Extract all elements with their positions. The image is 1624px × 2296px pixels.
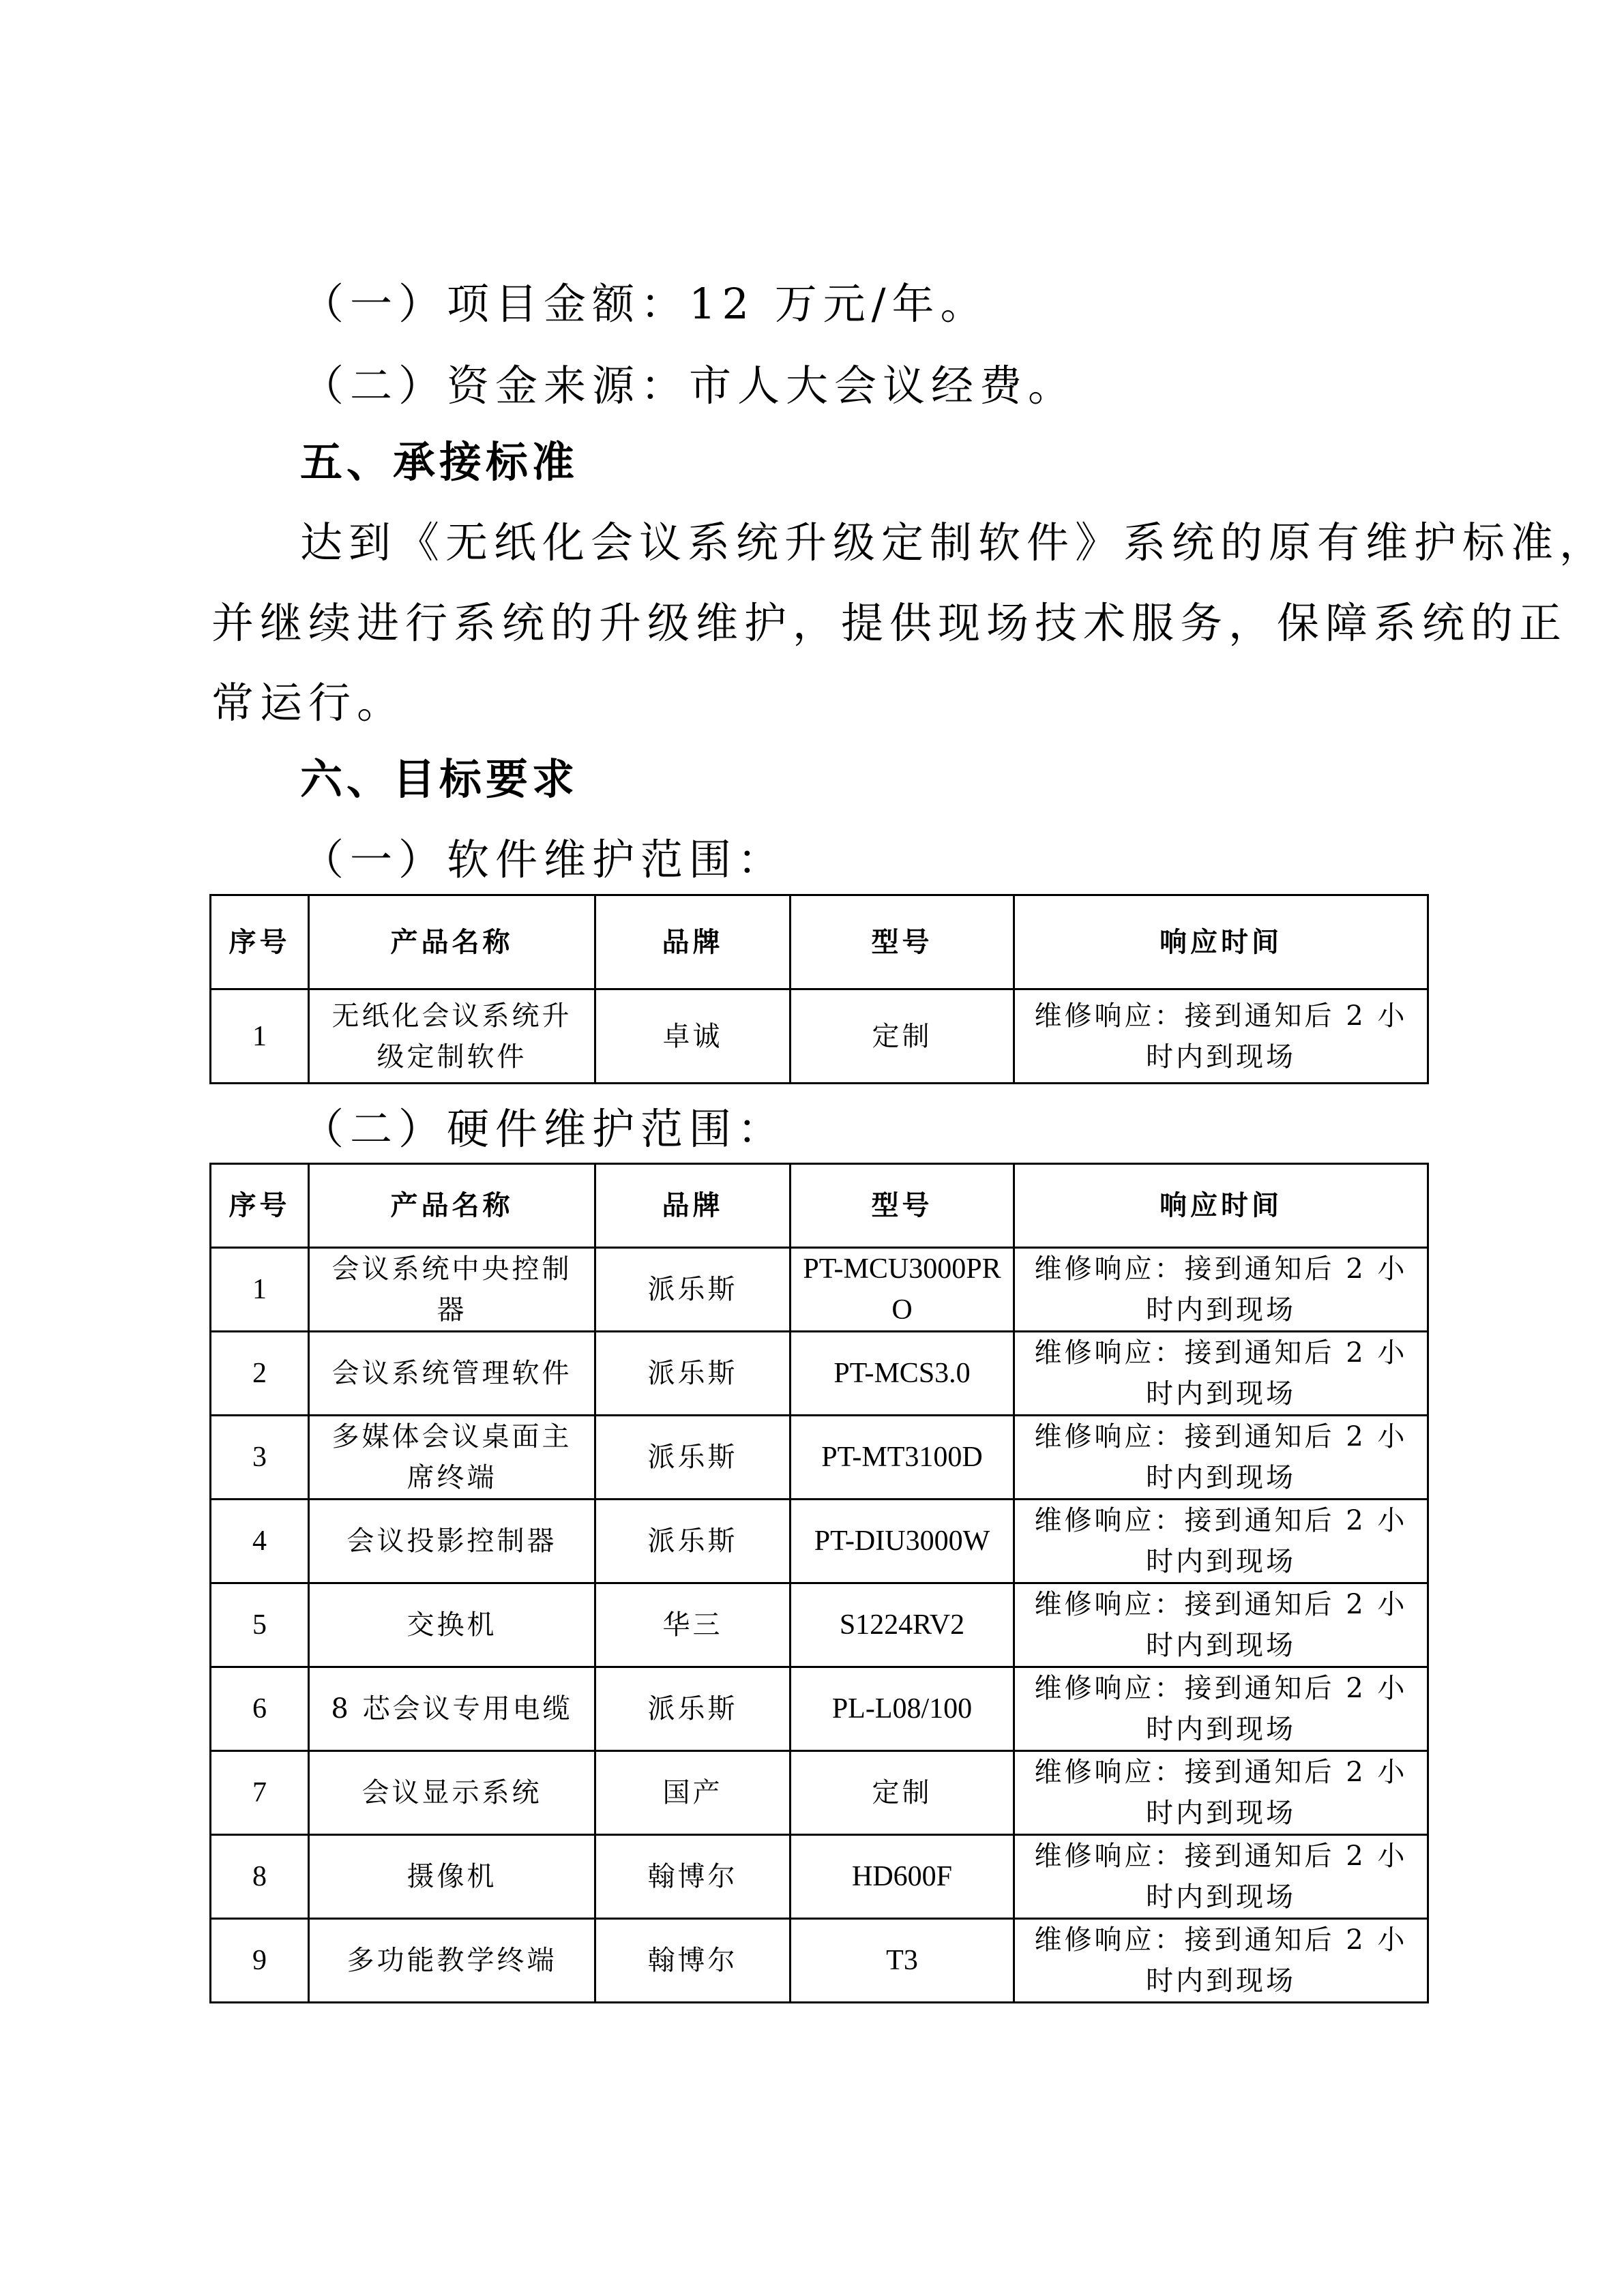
section-5-line-3: 常运行。 <box>211 678 406 728</box>
row-model: PT-MT3100D <box>791 1416 1014 1500</box>
row-response-time: 维修响应：接到通知后 2 小时内到现场 <box>1014 1919 1428 2003</box>
row-brand: 派乐斯 <box>595 1500 791 1583</box>
table-row <box>211 1248 1428 1332</box>
section-5-line-2: 并继续进行系统的升级维护，提供现场技术服务，保障系统的正 <box>211 598 1568 648</box>
table-row <box>211 1332 1428 1416</box>
row-brand: 卓诚 <box>595 989 791 1084</box>
row-model: 定制 <box>791 1751 1014 1835</box>
project-amount: （一）项目金额：12 万元/年。 <box>301 279 989 329</box>
row-product-name: 多媒体会议桌面主席终端 <box>309 1416 595 1500</box>
table-row <box>211 1416 1428 1500</box>
table-row <box>211 1500 1428 1583</box>
row-response-time: 维修响应：接到通知后 2 小时内到现场 <box>1014 1332 1428 1416</box>
row-product-name: 会议投影控制器 <box>309 1500 595 1583</box>
table-row <box>211 1835 1428 1919</box>
hardware-scope-heading: （二）硬件维护范围： <box>301 1104 786 1154</box>
row-product-name: 会议系统管理软件 <box>309 1332 595 1416</box>
header-response-time: 响应时间 <box>1014 1164 1428 1248</box>
row-model: 定制 <box>791 989 1014 1084</box>
row-no: 9 <box>211 1919 309 2003</box>
row-no: 4 <box>211 1500 309 1583</box>
row-model: PT-MCS3.0 <box>791 1332 1014 1416</box>
section-6-title: 六、目标要求 <box>300 754 579 804</box>
row-response-time: 维修响应：接到通知后 2 小时内到现场 <box>1014 989 1428 1084</box>
header-product-name: 产品名称 <box>309 1164 595 1248</box>
software-maintenance-table <box>209 894 1429 1084</box>
row-response-time: 维修响应：接到通知后 2 小时内到现场 <box>1014 1248 1428 1332</box>
header-response-time: 响应时间 <box>1014 895 1428 989</box>
row-no: 1 <box>211 1248 309 1332</box>
row-no: 2 <box>211 1332 309 1416</box>
row-brand: 派乐斯 <box>595 1332 791 1416</box>
row-no: 3 <box>211 1416 309 1500</box>
row-product-name: 交换机 <box>309 1583 595 1667</box>
row-brand: 翰博尔 <box>595 1835 791 1919</box>
row-brand: 派乐斯 <box>595 1248 791 1332</box>
section-5-title: 五、承接标准 <box>300 437 579 487</box>
header-brand: 品牌 <box>595 895 791 989</box>
row-no: 6 <box>211 1667 309 1751</box>
row-product-name: 8 芯会议专用电缆 <box>309 1667 595 1751</box>
row-brand: 翰博尔 <box>595 1919 791 2003</box>
row-model: PT-MCU3000PRO <box>791 1248 1014 1332</box>
row-response-time: 维修响应：接到通知后 2 小时内到现场 <box>1014 1416 1428 1500</box>
row-product-name: 无纸化会议系统升级定制软件 <box>309 989 595 1084</box>
row-no: 7 <box>211 1751 309 1835</box>
row-response-time: 维修响应：接到通知后 2 小时内到现场 <box>1014 1835 1428 1919</box>
row-brand: 派乐斯 <box>595 1667 791 1751</box>
header-product-name: 产品名称 <box>309 895 595 989</box>
row-model: PT-DIU3000W <box>791 1500 1014 1583</box>
header-model: 型号 <box>791 895 1014 989</box>
table-row <box>211 989 1428 1084</box>
row-response-time: 维修响应：接到通知后 2 小时内到现场 <box>1014 1667 1428 1751</box>
row-model: T3 <box>791 1919 1014 2003</box>
row-product-name: 摄像机 <box>309 1835 595 1919</box>
row-no: 8 <box>211 1835 309 1919</box>
row-no: 1 <box>211 989 309 1084</box>
header-brand: 品牌 <box>595 1164 791 1248</box>
row-product-name: 多功能教学终端 <box>309 1919 595 2003</box>
row-model: PL-L08/100 <box>791 1667 1014 1751</box>
row-no: 5 <box>211 1583 309 1667</box>
table-row <box>211 1751 1428 1835</box>
table-header-row <box>211 895 1428 989</box>
section-5-line-1: 达到《无纸化会议系统升级定制软件》系统的原有维护标准， <box>300 518 1608 567</box>
funding-source: （二）资金来源：市人大会议经费。 <box>301 361 1077 411</box>
row-product-name: 会议系统中央控制器 <box>309 1248 595 1332</box>
row-brand: 华三 <box>595 1583 791 1667</box>
row-response-time: 维修响应：接到通知后 2 小时内到现场 <box>1014 1751 1428 1835</box>
row-brand: 国产 <box>595 1751 791 1835</box>
header-model: 型号 <box>791 1164 1014 1248</box>
row-model: HD600F <box>791 1835 1014 1919</box>
table-row <box>211 1583 1428 1667</box>
row-brand: 派乐斯 <box>595 1416 791 1500</box>
row-response-time: 维修响应：接到通知后 2 小时内到现场 <box>1014 1500 1428 1583</box>
table-row <box>211 1919 1428 2003</box>
header-no: 序号 <box>211 895 309 989</box>
table-row <box>211 1667 1428 1751</box>
row-response-time: 维修响应：接到通知后 2 小时内到现场 <box>1014 1583 1428 1667</box>
software-scope-heading: （一）软件维护范围： <box>301 835 786 884</box>
hardware-maintenance-table <box>209 1163 1429 2003</box>
table-header-row <box>211 1164 1428 1248</box>
row-model: S1224RV2 <box>791 1583 1014 1667</box>
header-no: 序号 <box>211 1164 309 1248</box>
row-product-name: 会议显示系统 <box>309 1751 595 1835</box>
